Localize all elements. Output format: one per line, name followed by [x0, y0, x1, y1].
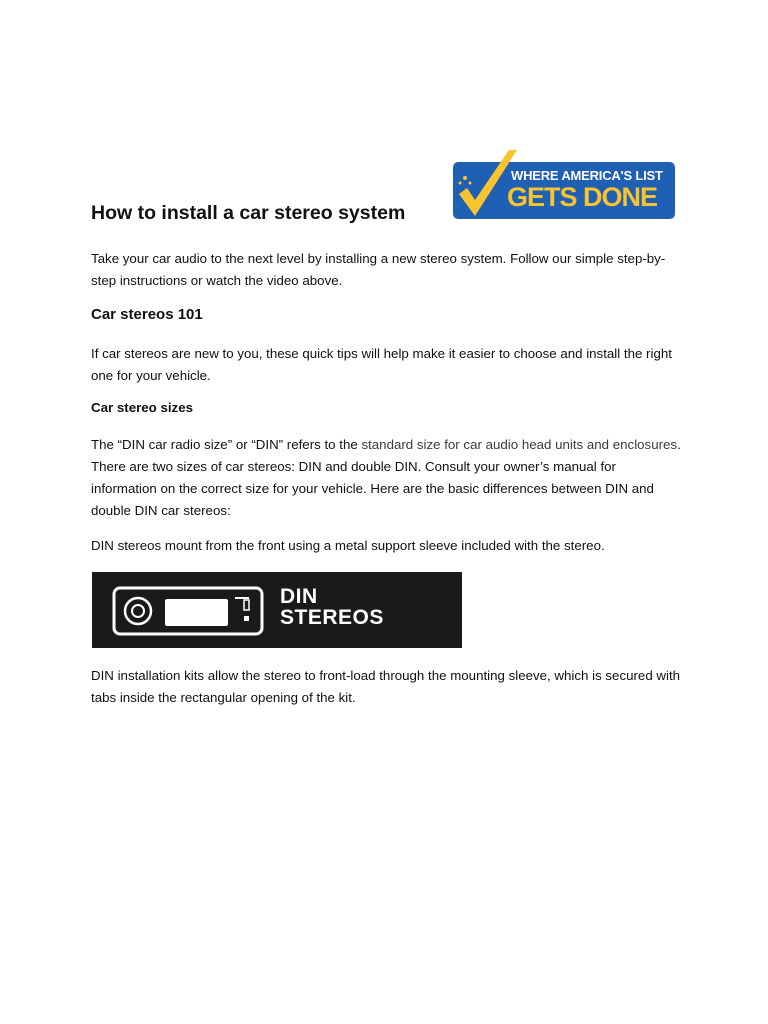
- sizes-paragraph: [91, 434, 681, 522]
- din-stereos-label: [280, 586, 384, 628]
- din-stereos-banner: [92, 572, 462, 648]
- logo-tagline-bottom: GETS DONE: [507, 182, 658, 212]
- brand-logo: [453, 150, 675, 222]
- sizes-text-start: The “DIN car radio size” or “DIN” refers to the: [91, 437, 362, 452]
- sizes-text-end: . There are two sizes of car stereos: DIN and double DIN. Consult your owner’s manual for information on the correct size for your vehicle. Here are the basic differences between DIN and double DIN car stereos:: [91, 437, 681, 518]
- din-label-line2: STEREOS: [280, 606, 384, 629]
- logo-tagline-top: WHERE AMERICA'S LIST: [511, 168, 663, 183]
- din-kits-paragraph: DIN installation kits allow the stereo to front-load through the mounting sleeve, which is secured with tabs inside the rectangular opening of the kit.: [91, 668, 681, 705]
- din-label-line1: DIN: [280, 585, 318, 608]
- section-heading-car-stereos-101: Car stereos 101: [91, 306, 203, 323]
- subsection-heading-stereo-sizes: Car stereo sizes: [91, 400, 193, 415]
- car-stereo-icon: [92, 572, 272, 648]
- intro-paragraph: Take your car audio to the next level by installing a new stereo system. Follow our simple step-by-step instructions or watch the video above.: [91, 251, 666, 288]
- standard-size-link[interactable]: standard size for car audio head units and enclosures: [361, 437, 678, 452]
- section1-paragraph: If car stereos are new to you, these quick tips will help make it easier to choose and install the right one for your vehicle.: [91, 346, 672, 383]
- din-mount-paragraph: DIN stereos mount from the front using a metal support sleeve included with the stereo.: [91, 538, 605, 553]
- page-title: How to install a car stereo system: [91, 202, 406, 224]
